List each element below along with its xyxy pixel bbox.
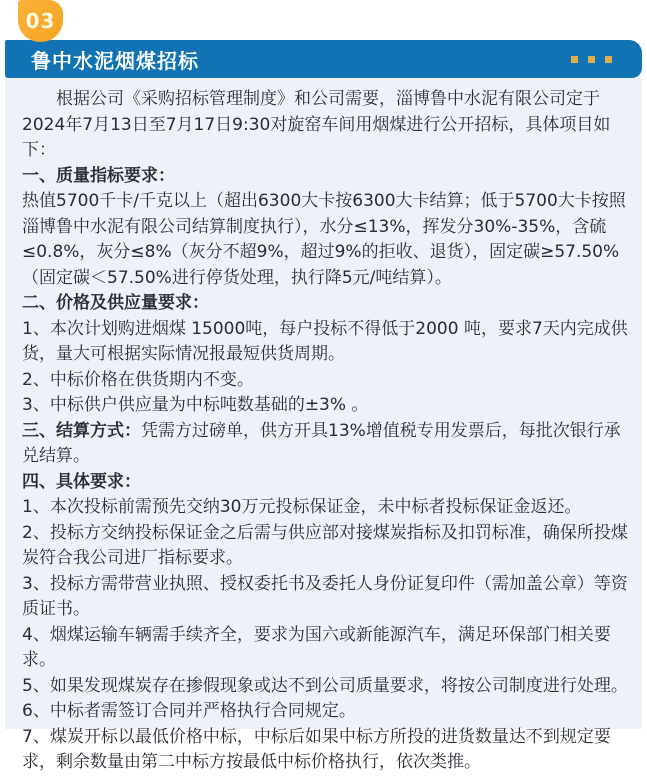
requirement-item-7: 7、煤炭开标以最低价格中标，中标后如果中标方所投的进货数量达不到规定要求，剩余数量由第二中标方按最低中标价格执行，依次类推。 <box>22 726 611 772</box>
dot-icon <box>571 56 578 63</box>
supply-item-1: 1、本次计划购进烟煤 15000吨，每户投标不得低于2000 吨，要求7天内完成供货，量大可根据实际情况报最短供货周期。 <box>22 318 628 364</box>
dot-icon <box>588 56 595 63</box>
requirement-item-5: 5、如果发现煤炭存在掺假现象或达不到公司质量要求，将按公司制度进行处理。 <box>22 675 628 696</box>
three-dots-icon <box>571 56 612 63</box>
supply-item-3: 3、中标供户供应量为中标吨数基础的±3% 。 <box>22 395 369 415</box>
section-number: 03 <box>25 9 56 33</box>
settlement-heading: 三、结算方式： <box>22 420 141 441</box>
quality-spec-paragraph: 热值5700千卡/千克以上（超出6300大卡按6300大卡结算；低于5700大卡按照淄博鲁中水泥有限公司结算制度执行），水分≤13%，挥发分30%-35%，含硫≤0.8%，灰分≤8%（灰分不超9%，超过9%的拒收、退货），固定碳≥57.50%（固定碳＜57.50%进行停货处理，执行降5元/吨结算）。 <box>22 191 626 288</box>
section-heading-requirements: 四、具体要求： <box>22 471 141 492</box>
title-bar <box>5 40 642 78</box>
requirement-item-2: 2、投标方交纳投标保证金之后需与供应部对接煤炭指标及扣罚标准，确保所投煤炭符合我公司进厂指标要求。 <box>22 522 628 568</box>
section-heading-price-supply: 二、价格及供应量要求： <box>22 293 209 313</box>
settlement-paragraph <box>22 419 630 470</box>
page-title: 鲁中水泥烟煤招标 <box>31 48 199 73</box>
section-number-badge <box>18 0 63 42</box>
supply-item-2: 2、中标价格在供货期内不变。 <box>22 369 254 390</box>
settlement-text: 凭需方过磅单，供方开具13%增值税专用发票后，每批次银行承兑结算。 <box>22 420 621 466</box>
tender-body <box>5 78 642 772</box>
requirement-item-4: 4、烟煤运输车辆需手续齐全，要求为国六或新能源汽车，满足环保部门相关要求。 <box>22 624 611 670</box>
requirement-item-3: 3、投标方需带营业执照、授权委托书及委托人身份证复印件（需加盖公章）等资质证书。 <box>22 573 628 619</box>
requirement-item-1: 1、本次投标前需预先交纳30万元投标保证金，未中标者投标保证金返还。 <box>22 497 582 517</box>
dot-icon <box>605 56 612 63</box>
requirement-item-6: 6、中标者需签订合同并严格执行合同规定。 <box>22 701 356 721</box>
section-heading-quality: 一、质量指标要求： <box>22 165 175 186</box>
intro-paragraph: 根据公司《采购招标管理制度》和公司需要，淄博鲁中水泥有限公司定于2024年7月13日至7月17日9:30对旋窑车间用烟煤进行公开招标，具体项目如下： <box>22 89 611 160</box>
